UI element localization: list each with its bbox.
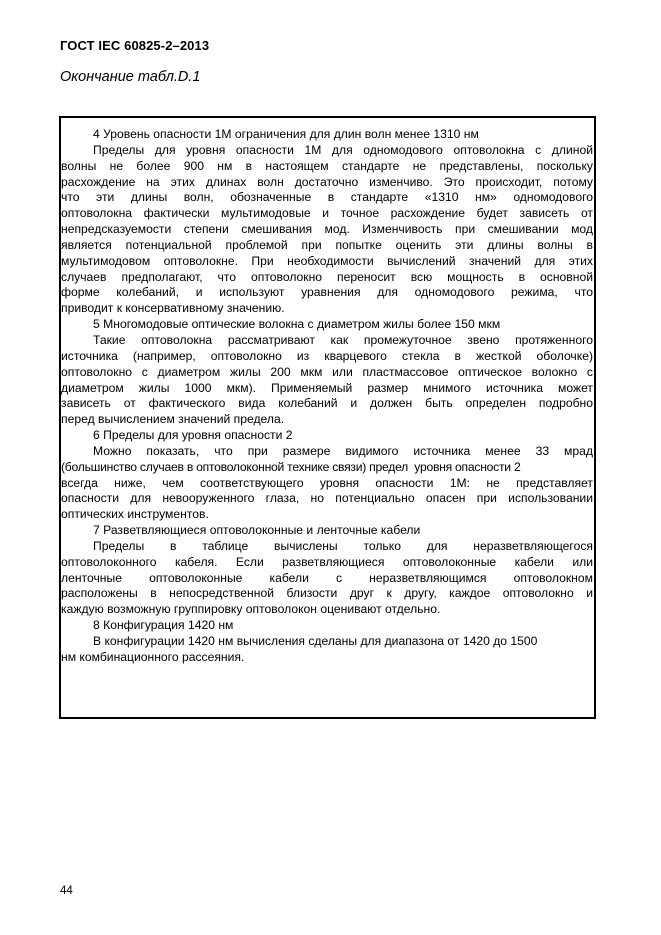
table-caption: Окончание табл.D.1 bbox=[60, 69, 201, 85]
paragraph-line: источника (например, оптоволокно из кварцевого стекла в жесткой оболочке) bbox=[61, 348, 593, 363]
paragraph-line: расположены в непосредственной близости друг к другу, каждое оптоволокно и bbox=[61, 586, 593, 601]
section-heading-6: 6 Пределы для уровня опасности 2 bbox=[93, 428, 293, 443]
paragraph-line: всегда ниже, чем соответствующего уровня опасности 1М: не представляет bbox=[61, 475, 593, 490]
paragraph-line: оптоволокна фактически мультимодовые и точное расхождение будет зависеть от bbox=[61, 206, 593, 221]
paragraph-line: оптических инструментов. bbox=[61, 507, 209, 522]
paragraph-line: опасности для невооруженного глаза, но потенциально опасен при использовании bbox=[61, 491, 593, 506]
paragraph-line: оптоволоконного кабеля. Если разветвляющиеся оптоволоконные кабели или bbox=[61, 554, 593, 569]
paragraph-line: непредсказуемости степени смешивания мод. Изменчивость при смешивании мод bbox=[61, 222, 593, 237]
page-number: 44 bbox=[60, 885, 73, 897]
paragraph-line: форме колебаний, и используют уравнения для одномодового режима, что bbox=[61, 285, 593, 300]
paragraph-line: В конфигурации 1420 нм вычисления сделаны для диапазона от 1420 до 1500 bbox=[93, 634, 538, 648]
paragraph-line: Пределы для уровня опасности 1М для одномодового оптоволокна с длиной bbox=[93, 142, 593, 157]
paragraph-line: (большинство случаев в оптоволоконной технике связи) предел уровня опасности 2 bbox=[61, 459, 521, 474]
document-code: ГОСТ IEC 60825-2–2013 bbox=[60, 38, 210, 53]
paragraph-line: ленточные оптоволоконные кабели с неразветвляющимся оптоволокном bbox=[61, 570, 593, 585]
section-heading-4: 4 Уровень опасности 1М ограничения для длин волн менее 1310 нм bbox=[93, 127, 479, 141]
paragraph-line: нм комбинационного рассеяния. bbox=[61, 649, 245, 664]
paragraph-line: зависеть от фактического вида колебаний и должен быть определен подробно bbox=[61, 396, 593, 411]
table-body bbox=[61, 127, 593, 666]
table-frame bbox=[59, 116, 596, 719]
paragraph-line: расхождение на этих длинах волн достаточно изменчиво. Это происходит, потому bbox=[61, 174, 593, 189]
section-heading-7: 7 Разветвляющиеся оптоволоконные и ленточные кабели bbox=[93, 523, 421, 538]
paragraph-line: каждую возможную группировку оптоволокон оценивают отдельно. bbox=[61, 602, 441, 617]
section-heading-8: 8 Конфигурация 1420 нм bbox=[93, 618, 234, 633]
paragraph-line: приводит к консервативному значению. bbox=[61, 301, 285, 316]
paragraph-line: Такие оптоволокна рассматривают как промежуточное звено протяженного bbox=[93, 332, 593, 347]
paragraph-line: оптоволокно с диаметром жилы 200 мкм или пластмассовое оптическое волокно с bbox=[61, 364, 593, 379]
paragraph-line: мультимодовом оптоволокне. При необходимости вычислений значений для этих bbox=[61, 253, 593, 268]
paragraph-line: диаметром жилы 1000 мкм). Применяемый размер мнимого источника может bbox=[61, 380, 593, 395]
section-heading-5: 5 Многомодовые оптические волокна с диаметром жилы более 150 мкм bbox=[93, 317, 501, 332]
paragraph-line: Можно показать, что при размере видимого источника менее 33 мрад bbox=[93, 443, 593, 458]
paragraph-line: перед вычислением значений предела. bbox=[61, 412, 285, 427]
paragraph-line: что эти длины волн, обозначенные в стандарте «1310 нм» одномодового bbox=[61, 190, 593, 205]
paragraph-line: волны не более 900 нм в настоящем стандарте не представлены, поскольку bbox=[61, 158, 593, 173]
paragraph-line: случаев предполагают, что оптоволокно переносит всю мощность в основной bbox=[61, 269, 593, 284]
paragraph-line: Пределы в таблице вычислены только для неразветвляющегося bbox=[93, 538, 593, 553]
paragraph-line: является потенциальной проблемой при попытке оценить эти длины волны в bbox=[61, 237, 593, 252]
